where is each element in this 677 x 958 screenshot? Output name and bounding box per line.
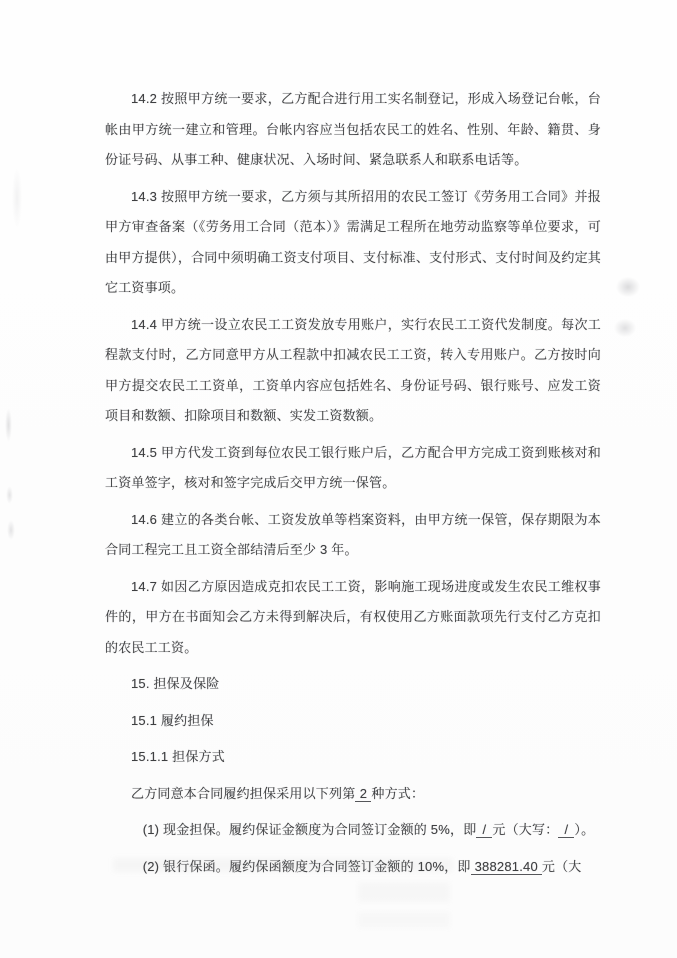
guarantee-option-2 xyxy=(105,852,601,883)
guarantee-intro-prefix: 乙方同意本合同履约担保采用以下列第 xyxy=(131,785,356,801)
clause-14-2: 14.2 按照甲方统一要求，乙方配合进行用工实名制登记，形成入场登记台帐，台帐由甲方统一建立和管理。台帐内容应当包括农民工的姓名、性别、年龄、籍贯、身份证号码、从事工种、健康状况、入场时间、紧急联系人和联系电话等。 xyxy=(105,91,601,167)
contract-text-block xyxy=(105,84,601,888)
heading-section-15: 15. 担保及保险 xyxy=(131,676,220,691)
scan-smudge xyxy=(615,276,641,298)
option1-text-mid: 元（大写： xyxy=(492,822,559,837)
option2-amount-blank: 388281.40 xyxy=(471,859,542,875)
option1-amount-words-blank: / xyxy=(558,822,574,838)
guarantee-option-1 xyxy=(105,815,601,846)
scan-smudge xyxy=(5,408,12,442)
guarantee-method-intro xyxy=(105,779,601,810)
option1-text-prefix: (1) 现金担保。履约保证金额度为合同签订金额的 5%，即 xyxy=(142,822,477,837)
option2-text-suffix: 元（大 xyxy=(541,858,582,874)
option2-text-prefix: (2) 银行保函。履约保函额度为合同签订金额的 10%，即 xyxy=(142,858,471,874)
scan-bleedthrough xyxy=(358,912,450,928)
option1-text-suffix: ）。 xyxy=(574,822,595,837)
heading-section-15-1-1: 15.1.1 担保方式 xyxy=(131,749,225,764)
clause-14-7: 14.7 如因乙方原因造成克扣农民工工资，影响施工现场进度或发生农民工维权事件的，甲方在书面知会乙方未得到解决后，有权使用乙方账面款项先行支付乙方克扣的农民工工资。 xyxy=(105,578,601,655)
clause-14-4: 14.4 甲方统一设立农民工工资发放专用账户，实行农民工工资代发制度。每次工程款支付时，乙方同意甲方从工程款中扣减农民工工资，转入专用账户。乙方按时向甲方提交农民工工资单，工资单内容应包括姓名、身份证号码、银行账号、应发工资项目和数额、扣除项目和数额、实发工资数额。 xyxy=(105,316,601,423)
scan-smudge xyxy=(6,486,13,504)
clause-14-5: 14.5 甲方代发工资到每位农民工银行账户后，乙方配合甲方完成工资到账核对和工资单签字，核对和签字完成后交甲方统一保管。 xyxy=(105,444,601,490)
guarantee-method-number-blank: 2 xyxy=(355,786,371,802)
clause-14-3: 14.3 按照甲方统一要求，乙方须与其所招用的农民工签订《劳务用工合同》并报甲方审查备案（《劳务用工合同（范本）》需满足工程所在地劳动监察等单位要求，可由甲方提供），合同中须明确工资支付项目、支付标准、支付形式、支付时间及约定其它工资事项。 xyxy=(105,188,601,295)
clause-14-6: 14.6 建立的各类台帐、工资发放单等档案资料，由甲方统一保管，保存期限为本合同工程完工且工资全部结清后至少 3 年。 xyxy=(105,511,601,557)
scan-smudge xyxy=(7,520,15,540)
heading-section-15-1: 15.1 履约担保 xyxy=(131,712,214,728)
scan-smudge xyxy=(613,318,637,338)
guarantee-intro-suffix: 种方式： xyxy=(371,785,425,801)
option1-amount-blank: / xyxy=(476,822,492,838)
scan-smudge xyxy=(12,168,22,228)
